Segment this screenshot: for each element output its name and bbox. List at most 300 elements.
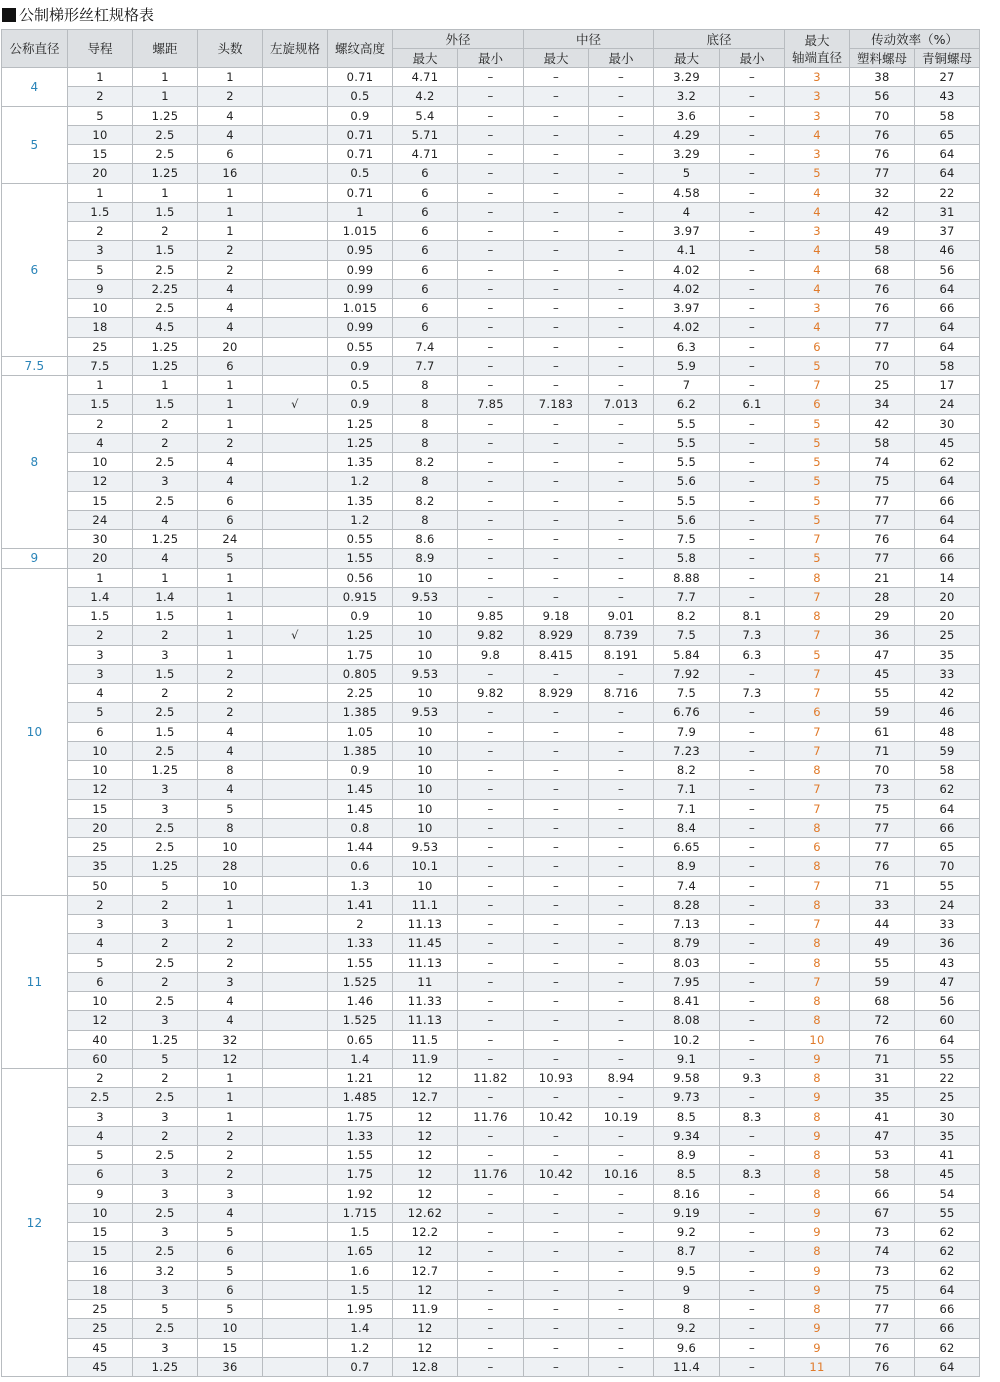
root-min-cell: – — [720, 337, 785, 356]
pitch-min-cell: – — [589, 818, 654, 837]
starts-cell: 4 — [198, 1011, 263, 1030]
root-max-cell: 7.5 — [654, 530, 720, 549]
root-max-cell: 8.7 — [654, 1242, 720, 1261]
pitch-cell: 1.5 — [133, 664, 198, 683]
nominal-diameter-cell: 5 — [2, 106, 68, 183]
starts-cell: 2 — [198, 684, 263, 703]
efficiency-plastic-cell: 47 — [850, 1126, 915, 1145]
header-outer-max: 最大 — [393, 49, 458, 68]
efficiency-bronze-cell: 64 — [915, 337, 980, 356]
outer-max-cell: 12 — [393, 1107, 458, 1126]
root-max-cell: 9.2 — [654, 1319, 720, 1338]
lead-cell: 40 — [68, 1030, 133, 1049]
starts-cell: 1 — [198, 1069, 263, 1088]
left-hand-cell — [263, 530, 328, 549]
pitch-cell: 2.5 — [133, 299, 198, 318]
root-max-cell: 8.9 — [654, 857, 720, 876]
efficiency-bronze-cell: 24 — [915, 395, 980, 414]
max-shaft-diameter-cell: 8 — [785, 761, 850, 780]
table-row — [2, 1184, 980, 1203]
root-max-cell: 5.8 — [654, 549, 720, 568]
starts-cell: 8 — [198, 818, 263, 837]
outer-max-cell: 8 — [393, 510, 458, 529]
starts-cell: 4 — [198, 125, 263, 144]
table-row — [2, 1088, 980, 1107]
root-min-cell: – — [720, 510, 785, 529]
pitch-cell: 2.5 — [133, 953, 198, 972]
pitch-max-cell: – — [524, 818, 589, 837]
pitch-cell: 4 — [133, 510, 198, 529]
max-shaft-diameter-cell: 7 — [785, 876, 850, 895]
max-shaft-diameter-cell: 4 — [785, 260, 850, 279]
pitch-min-cell: – — [589, 1338, 654, 1357]
starts-cell: 36 — [198, 1357, 263, 1376]
lead-cell: 9 — [68, 1184, 133, 1203]
starts-cell: 6 — [198, 491, 263, 510]
max-shaft-diameter-cell: 7 — [785, 626, 850, 645]
root-min-cell: – — [720, 549, 785, 568]
left-hand-cell — [263, 279, 328, 298]
thread-height-cell: 0.5 — [328, 164, 393, 183]
thread-height-cell: 0.9 — [328, 356, 393, 375]
efficiency-plastic-cell: 76 — [850, 299, 915, 318]
root-max-cell: 8.08 — [654, 1011, 720, 1030]
table-row — [2, 1223, 980, 1242]
lead-cell: 3 — [68, 645, 133, 664]
outer-max-cell: 11.45 — [393, 934, 458, 953]
root-max-cell: 4.02 — [654, 279, 720, 298]
root-min-cell: – — [720, 1011, 785, 1030]
pitch-min-cell: – — [589, 414, 654, 433]
pitch-max-cell: – — [524, 106, 589, 125]
efficiency-plastic-cell: 47 — [850, 645, 915, 664]
pitch-min-cell: 8.191 — [589, 645, 654, 664]
lead-cell: 3 — [68, 241, 133, 260]
outer-max-cell: 6 — [393, 222, 458, 241]
max-shaft-diameter-cell: 8 — [785, 1146, 850, 1165]
nominal-diameter-cell: 11 — [2, 895, 68, 1068]
lead-cell: 5 — [68, 260, 133, 279]
thread-height-cell: 0.71 — [328, 183, 393, 202]
root-min-cell: – — [720, 838, 785, 857]
lead-cell: 1 — [68, 568, 133, 587]
outer-min-cell: – — [458, 530, 524, 549]
table-row — [2, 395, 980, 414]
root-min-cell: – — [720, 953, 785, 972]
root-max-cell: 9.6 — [654, 1338, 720, 1357]
root-max-cell: 5.6 — [654, 510, 720, 529]
starts-cell: 4 — [198, 472, 263, 491]
outer-max-cell: 4.2 — [393, 87, 458, 106]
outer-max-cell: 11.5 — [393, 1030, 458, 1049]
starts-cell: 5 — [198, 1261, 263, 1280]
max-shaft-diameter-cell: 8 — [785, 568, 850, 587]
lead-cell: 6 — [68, 972, 133, 991]
root-min-cell: 8.1 — [720, 607, 785, 626]
pitch-min-cell: – — [589, 1049, 654, 1068]
max-shaft-diameter-cell: 7 — [785, 530, 850, 549]
efficiency-bronze-cell: 64 — [915, 318, 980, 337]
efficiency-bronze-cell: 35 — [915, 645, 980, 664]
starts-cell: 3 — [198, 1184, 263, 1203]
efficiency-plastic-cell: 77 — [850, 510, 915, 529]
outer-min-cell: – — [458, 1242, 524, 1261]
max-shaft-diameter-cell: 8 — [785, 1069, 850, 1088]
pitch-min-cell: – — [589, 376, 654, 395]
root-max-cell: 8.4 — [654, 818, 720, 837]
starts-cell: 24 — [198, 530, 263, 549]
efficiency-bronze-cell: 62 — [915, 1223, 980, 1242]
root-min-cell: – — [720, 915, 785, 934]
root-max-cell: 11.4 — [654, 1357, 720, 1376]
outer-max-cell: 8 — [393, 414, 458, 433]
thread-height-cell: 1.2 — [328, 472, 393, 491]
pitch-cell: 3 — [133, 1184, 198, 1203]
pitch-max-cell: 8.929 — [524, 684, 589, 703]
pitch-max-cell: – — [524, 1261, 589, 1280]
starts-cell: 2 — [198, 664, 263, 683]
outer-min-cell: – — [458, 279, 524, 298]
pitch-cell: 2.5 — [133, 1088, 198, 1107]
starts-cell: 1 — [198, 1107, 263, 1126]
thread-height-cell: 0.915 — [328, 587, 393, 606]
lead-cell: 5 — [68, 953, 133, 972]
outer-min-cell: 11.76 — [458, 1165, 524, 1184]
pitch-cell: 3 — [133, 1165, 198, 1184]
efficiency-plastic-cell: 38 — [850, 68, 915, 87]
efficiency-bronze-cell: 62 — [915, 453, 980, 472]
outer-max-cell: 10 — [393, 876, 458, 895]
pitch-cell: 3 — [133, 780, 198, 799]
table-row — [2, 703, 980, 722]
root-min-cell: – — [720, 587, 785, 606]
max-shaft-diameter-cell: 9 — [785, 1280, 850, 1299]
outer-max-cell: 12.7 — [393, 1261, 458, 1280]
efficiency-plastic-cell: 74 — [850, 453, 915, 472]
efficiency-plastic-cell: 68 — [850, 992, 915, 1011]
efficiency-bronze-cell: 62 — [915, 1338, 980, 1357]
root-max-cell: 10.2 — [654, 1030, 720, 1049]
lead-cell: 2 — [68, 414, 133, 433]
root-max-cell: 7.1 — [654, 799, 720, 818]
lead-cell: 3 — [68, 664, 133, 683]
max-shaft-diameter-cell: 7 — [785, 780, 850, 799]
root-max-cell: 7.4 — [654, 876, 720, 895]
pitch-min-cell: – — [589, 587, 654, 606]
root-min-cell: – — [720, 1319, 785, 1338]
root-min-cell: – — [720, 145, 785, 164]
left-hand-cell — [263, 376, 328, 395]
root-min-cell: – — [720, 1280, 785, 1299]
table-row — [2, 453, 980, 472]
efficiency-bronze-cell: 42 — [915, 684, 980, 703]
pitch-max-cell: – — [524, 876, 589, 895]
efficiency-plastic-cell: 77 — [850, 1319, 915, 1338]
lead-cell: 9 — [68, 279, 133, 298]
max-shaft-diameter-cell: 7 — [785, 915, 850, 934]
outer-min-cell: 9.8 — [458, 645, 524, 664]
efficiency-bronze-cell: 64 — [915, 145, 980, 164]
pitch-min-cell: – — [589, 664, 654, 683]
left-hand-cell — [263, 491, 328, 510]
outer-max-cell: 10 — [393, 568, 458, 587]
efficiency-bronze-cell: 22 — [915, 183, 980, 202]
efficiency-plastic-cell: 35 — [850, 1088, 915, 1107]
left-hand-cell — [263, 741, 328, 760]
pitch-min-cell: – — [589, 106, 654, 125]
lead-cell: 1.5 — [68, 202, 133, 221]
pitch-cell: 3.2 — [133, 1261, 198, 1280]
root-min-cell: – — [720, 780, 785, 799]
efficiency-bronze-cell: 64 — [915, 279, 980, 298]
pitch-max-cell: – — [524, 164, 589, 183]
table-row — [2, 299, 980, 318]
left-hand-cell: √ — [263, 626, 328, 645]
table-row — [2, 568, 980, 587]
pitch-cell: 2.5 — [133, 741, 198, 760]
header-pitch: 螺距 — [133, 30, 198, 68]
outer-min-cell: – — [458, 838, 524, 857]
root-min-cell: – — [720, 741, 785, 760]
lead-cell: 50 — [68, 876, 133, 895]
max-shaft-diameter-cell: 3 — [785, 68, 850, 87]
starts-cell: 1 — [198, 183, 263, 202]
starts-cell: 2 — [198, 934, 263, 953]
table-row — [2, 1357, 980, 1376]
max-shaft-diameter-cell: 5 — [785, 433, 850, 452]
max-shaft-diameter-cell: 7 — [785, 799, 850, 818]
root-min-cell: – — [720, 799, 785, 818]
starts-cell: 5 — [198, 549, 263, 568]
pitch-cell: 3 — [133, 1011, 198, 1030]
outer-max-cell: 4.71 — [393, 145, 458, 164]
pitch-min-cell: – — [589, 530, 654, 549]
table-row — [2, 202, 980, 221]
pitch-cell: 3 — [133, 645, 198, 664]
outer-min-cell: – — [458, 664, 524, 683]
pitch-cell: 3 — [133, 1107, 198, 1126]
left-hand-cell — [263, 1242, 328, 1261]
table-row — [2, 472, 980, 491]
left-hand-cell — [263, 1126, 328, 1145]
pitch-max-cell: – — [524, 1242, 589, 1261]
starts-cell: 1 — [198, 568, 263, 587]
starts-cell: 12 — [198, 1049, 263, 1068]
root-max-cell: 6.2 — [654, 395, 720, 414]
outer-min-cell: – — [458, 241, 524, 260]
root-min-cell: – — [720, 433, 785, 452]
lead-cell: 24 — [68, 510, 133, 529]
pitch-max-cell: – — [524, 1319, 589, 1338]
pitch-max-cell: – — [524, 857, 589, 876]
outer-max-cell: 10 — [393, 818, 458, 837]
lead-cell: 10 — [68, 1203, 133, 1222]
outer-min-cell: – — [458, 972, 524, 991]
lead-cell: 60 — [68, 1049, 133, 1068]
max-shaft-diameter-cell: 8 — [785, 992, 850, 1011]
left-hand-cell — [263, 1319, 328, 1338]
spec-table-body — [2, 68, 980, 1377]
root-min-cell: – — [720, 568, 785, 587]
thread-height-cell: 0.56 — [328, 568, 393, 587]
root-max-cell: 9.19 — [654, 1203, 720, 1222]
max-shaft-diameter-cell: 8 — [785, 607, 850, 626]
pitch-max-cell: – — [524, 222, 589, 241]
root-max-cell: 3.29 — [654, 68, 720, 87]
nominal-diameter-cell: 12 — [2, 1069, 68, 1377]
pitch-min-cell: – — [589, 164, 654, 183]
pitch-max-cell: – — [524, 68, 589, 87]
outer-min-cell: – — [458, 1280, 524, 1299]
outer-min-cell: – — [458, 818, 524, 837]
pitch-cell: 2.5 — [133, 491, 198, 510]
efficiency-plastic-cell: 76 — [850, 125, 915, 144]
efficiency-plastic-cell: 76 — [850, 530, 915, 549]
square-bullet-icon — [2, 8, 16, 22]
thread-height-cell: 0.55 — [328, 337, 393, 356]
efficiency-bronze-cell: 30 — [915, 414, 980, 433]
starts-cell: 5 — [198, 799, 263, 818]
root-min-cell: – — [720, 241, 785, 260]
left-hand-cell — [263, 1165, 328, 1184]
outer-max-cell: 8 — [393, 376, 458, 395]
pitch-cell: 1.25 — [133, 337, 198, 356]
left-hand-cell — [263, 1107, 328, 1126]
left-hand-cell — [263, 202, 328, 221]
root-min-cell: – — [720, 299, 785, 318]
table-row — [2, 645, 980, 664]
left-hand-cell — [263, 915, 328, 934]
starts-cell: 1 — [198, 915, 263, 934]
root-min-cell: – — [720, 818, 785, 837]
outer-min-cell: – — [458, 337, 524, 356]
outer-max-cell: 8.2 — [393, 453, 458, 472]
outer-min-cell: – — [458, 491, 524, 510]
thread-height-cell: 0.95 — [328, 241, 393, 260]
efficiency-plastic-cell: 61 — [850, 722, 915, 741]
max-shaft-diameter-cell: 6 — [785, 395, 850, 414]
left-hand-cell — [263, 453, 328, 472]
max-shaft-diameter-cell: 6 — [785, 703, 850, 722]
pitch-min-cell: – — [589, 145, 654, 164]
left-hand-cell — [263, 838, 328, 857]
table-row — [2, 1203, 980, 1222]
root-max-cell: 7.5 — [654, 626, 720, 645]
max-shaft-diameter-cell: 5 — [785, 164, 850, 183]
table-row — [2, 1146, 980, 1165]
pitch-cell: 5 — [133, 1300, 198, 1319]
root-min-cell: 8.3 — [720, 1107, 785, 1126]
efficiency-bronze-cell: 70 — [915, 857, 980, 876]
pitch-cell: 2.25 — [133, 279, 198, 298]
table-row — [2, 953, 980, 972]
outer-min-cell: – — [458, 1357, 524, 1376]
starts-cell: 4 — [198, 279, 263, 298]
starts-cell: 1 — [198, 587, 263, 606]
outer-max-cell: 6 — [393, 202, 458, 221]
thread-height-cell: 1.75 — [328, 1107, 393, 1126]
left-hand-cell — [263, 1011, 328, 1030]
pitch-max-cell: – — [524, 799, 589, 818]
pitch-cell: 2.5 — [133, 1242, 198, 1261]
pitch-max-cell: – — [524, 722, 589, 741]
nominal-diameter-cell: 4 — [2, 68, 68, 107]
table-row — [2, 992, 980, 1011]
starts-cell: 1 — [198, 626, 263, 645]
efficiency-bronze-cell: 64 — [915, 530, 980, 549]
pitch-max-cell: – — [524, 145, 589, 164]
thread-height-cell: 0.805 — [328, 664, 393, 683]
pitch-cell: 2.5 — [133, 125, 198, 144]
root-min-cell: – — [720, 1030, 785, 1049]
outer-max-cell: 8 — [393, 433, 458, 452]
thread-height-cell: 0.71 — [328, 145, 393, 164]
outer-min-cell: – — [458, 1011, 524, 1030]
left-hand-cell — [263, 684, 328, 703]
table-row — [2, 510, 980, 529]
pitch-max-cell: – — [524, 1223, 589, 1242]
max-shaft-diameter-cell: 5 — [785, 414, 850, 433]
max-shaft-diameter-cell: 6 — [785, 838, 850, 857]
pitch-cell: 1.5 — [133, 241, 198, 260]
left-hand-cell — [263, 183, 328, 202]
efficiency-plastic-cell: 29 — [850, 607, 915, 626]
thread-height-cell: 1.35 — [328, 491, 393, 510]
pitch-cell: 2.5 — [133, 260, 198, 279]
lead-cell: 10 — [68, 125, 133, 144]
root-min-cell: – — [720, 1184, 785, 1203]
efficiency-plastic-cell: 77 — [850, 838, 915, 857]
header-left-hand: 左旋规格 — [263, 30, 328, 68]
root-max-cell: 5.5 — [654, 414, 720, 433]
pitch-max-cell: – — [524, 510, 589, 529]
efficiency-bronze-cell: 64 — [915, 1280, 980, 1299]
outer-max-cell: 10 — [393, 799, 458, 818]
left-hand-cell — [263, 433, 328, 452]
max-shaft-diameter-cell: 4 — [785, 183, 850, 202]
max-shaft-diameter-cell: 5 — [785, 453, 850, 472]
pitch-min-cell: – — [589, 761, 654, 780]
outer-max-cell: 5.4 — [393, 106, 458, 125]
pitch-cell: 3 — [133, 915, 198, 934]
lead-cell: 4 — [68, 1126, 133, 1145]
outer-min-cell: – — [458, 934, 524, 953]
outer-max-cell: 8.9 — [393, 549, 458, 568]
outer-max-cell: 12 — [393, 1319, 458, 1338]
root-max-cell: 4.1 — [654, 241, 720, 260]
root-min-cell: – — [720, 876, 785, 895]
efficiency-bronze-cell: 62 — [915, 1242, 980, 1261]
efficiency-plastic-cell: 31 — [850, 1069, 915, 1088]
thread-height-cell: 0.99 — [328, 260, 393, 279]
thread-height-cell: 0.71 — [328, 125, 393, 144]
starts-cell: 1 — [198, 895, 263, 914]
pitch-max-cell: – — [524, 1011, 589, 1030]
left-hand-cell — [263, 549, 328, 568]
starts-cell: 4 — [198, 453, 263, 472]
root-max-cell: 9.73 — [654, 1088, 720, 1107]
pitch-max-cell: 10.42 — [524, 1165, 589, 1184]
pitch-max-cell: – — [524, 664, 589, 683]
thread-height-cell: 1.2 — [328, 1338, 393, 1357]
pitch-cell: 1.25 — [133, 761, 198, 780]
outer-max-cell: 10 — [393, 780, 458, 799]
lead-cell: 20 — [68, 818, 133, 837]
table-row — [2, 838, 980, 857]
outer-min-cell: – — [458, 1088, 524, 1107]
efficiency-plastic-cell: 77 — [850, 1300, 915, 1319]
root-max-cell: 5.6 — [654, 472, 720, 491]
